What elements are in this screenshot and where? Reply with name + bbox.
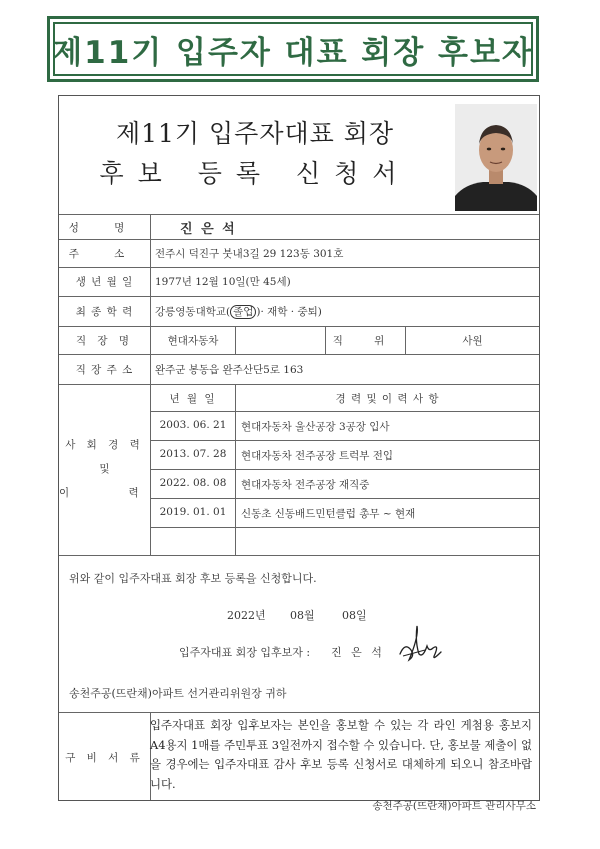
education-rest: )· 재학 · 중퇴) — [256, 306, 322, 318]
education-school: 강릉영동대학교( — [155, 306, 231, 318]
portrait-image — [455, 104, 537, 211]
row-divider — [59, 296, 539, 297]
candidate-photo — [455, 104, 537, 211]
application-form — [58, 95, 540, 801]
documents-label: 구 비 서 류 — [65, 752, 144, 764]
row-divider — [150, 469, 539, 470]
row-divider — [150, 411, 539, 412]
documents-notice: 입주자대표 회장 입후보자는 본인을 홍보할 수 있는 각 라인 게첨용 홍보지 A4용지 1매를 주민투표 3일전까지 접수할 수 있습니다. 단, 홍보물 제출이 없을 경우에는 입주자대표 감사 후보 등록 신청서로 대체하게 되오니 참조바랍니다. — [150, 718, 532, 791]
signature-mark — [397, 624, 445, 668]
row-divider — [150, 527, 539, 528]
footer-office: 송천주공(뜨란채)아파트 관리사무소 — [372, 800, 536, 812]
column-divider — [235, 384, 236, 555]
label-workplace: 직 장 명 — [75, 335, 134, 347]
date-year: 2022년 — [227, 609, 266, 622]
career-date: 2003. 06. 21 — [159, 419, 227, 431]
career-desc: 현대자동차 전주공장 재직중 — [241, 479, 370, 491]
row-divider — [59, 326, 539, 327]
row-divider — [59, 239, 539, 240]
label-name: 성 명 — [68, 222, 141, 234]
title-banner — [47, 16, 539, 82]
address-value: 전주시 덕진구 붓내3길 29 123동 301호 — [155, 248, 344, 260]
row-divider — [59, 712, 539, 713]
position-label: 직 위 — [332, 335, 399, 347]
row-divider — [59, 267, 539, 268]
label-address: 주 소 — [68, 248, 141, 260]
career-desc: 신동초 신동배드민턴클럽 총무 ~ 현재 — [241, 508, 416, 520]
career-date: 2022. 08. 08 — [159, 477, 227, 489]
column-divider — [235, 326, 236, 354]
column-divider — [150, 214, 151, 555]
education-value — [155, 304, 322, 319]
row-divider — [59, 354, 539, 355]
banner-title: 제11기 입주자 대표 회장 후보자 — [52, 34, 534, 71]
date-month: 08월 — [290, 609, 315, 622]
career-label-line2: 및 — [99, 463, 110, 475]
career-label-line1: 사 회 경 력 — [65, 439, 144, 451]
candidate-name: 진 은 석 — [180, 222, 237, 237]
row-divider — [59, 214, 539, 215]
career-desc: 현대자동차 전주공장 트럭부 전입 — [241, 450, 394, 462]
education-circled: 졸업 — [230, 305, 256, 319]
position-value: 사원 — [462, 335, 483, 347]
row-divider — [59, 384, 539, 385]
date-day: 08일 — [342, 609, 367, 622]
work-address-value: 완주군 봉동읍 완주산단5로 163 — [155, 364, 304, 376]
statement-text: 위와 같이 입주자대표 회장 후보 등록을 신청합니다. — [69, 572, 317, 585]
row-divider — [59, 555, 539, 556]
career-header-date: 년 월 일 — [169, 393, 217, 405]
label-education: 최 종 학 력 — [75, 306, 134, 318]
career-desc: 현대자동차 울산공장 3공장 입사 — [241, 421, 390, 433]
career-date: 2013. 07. 28 — [159, 448, 227, 460]
form-title-line2: 후보 등록 신청서 — [99, 159, 411, 188]
career-label-line3: 이 력 — [59, 487, 167, 499]
label-birth: 생 년 월 일 — [75, 276, 134, 288]
title-banner-inner — [53, 22, 533, 76]
applicant-name: 진 은 석 — [331, 646, 385, 659]
row-divider — [150, 440, 539, 441]
label-work-address: 직 장 주 소 — [75, 364, 134, 376]
row-divider — [150, 498, 539, 499]
applicant-label: 입주자대표 회장 입후보자 : — [179, 646, 311, 659]
addressee: 송천주공(뜨란채)아파트 선거관리위원장 귀하 — [69, 687, 287, 700]
career-header-desc: 경 력 및 이 력 사 항 — [335, 393, 440, 405]
career-date: 2019. 01. 01 — [159, 506, 227, 518]
workplace-value: 현대자동차 — [167, 335, 219, 347]
form-title-line1: 제11기 입주자대표 회장 — [115, 119, 395, 148]
birth-value: 1977년 12월 10일(만 45세) — [155, 276, 291, 288]
